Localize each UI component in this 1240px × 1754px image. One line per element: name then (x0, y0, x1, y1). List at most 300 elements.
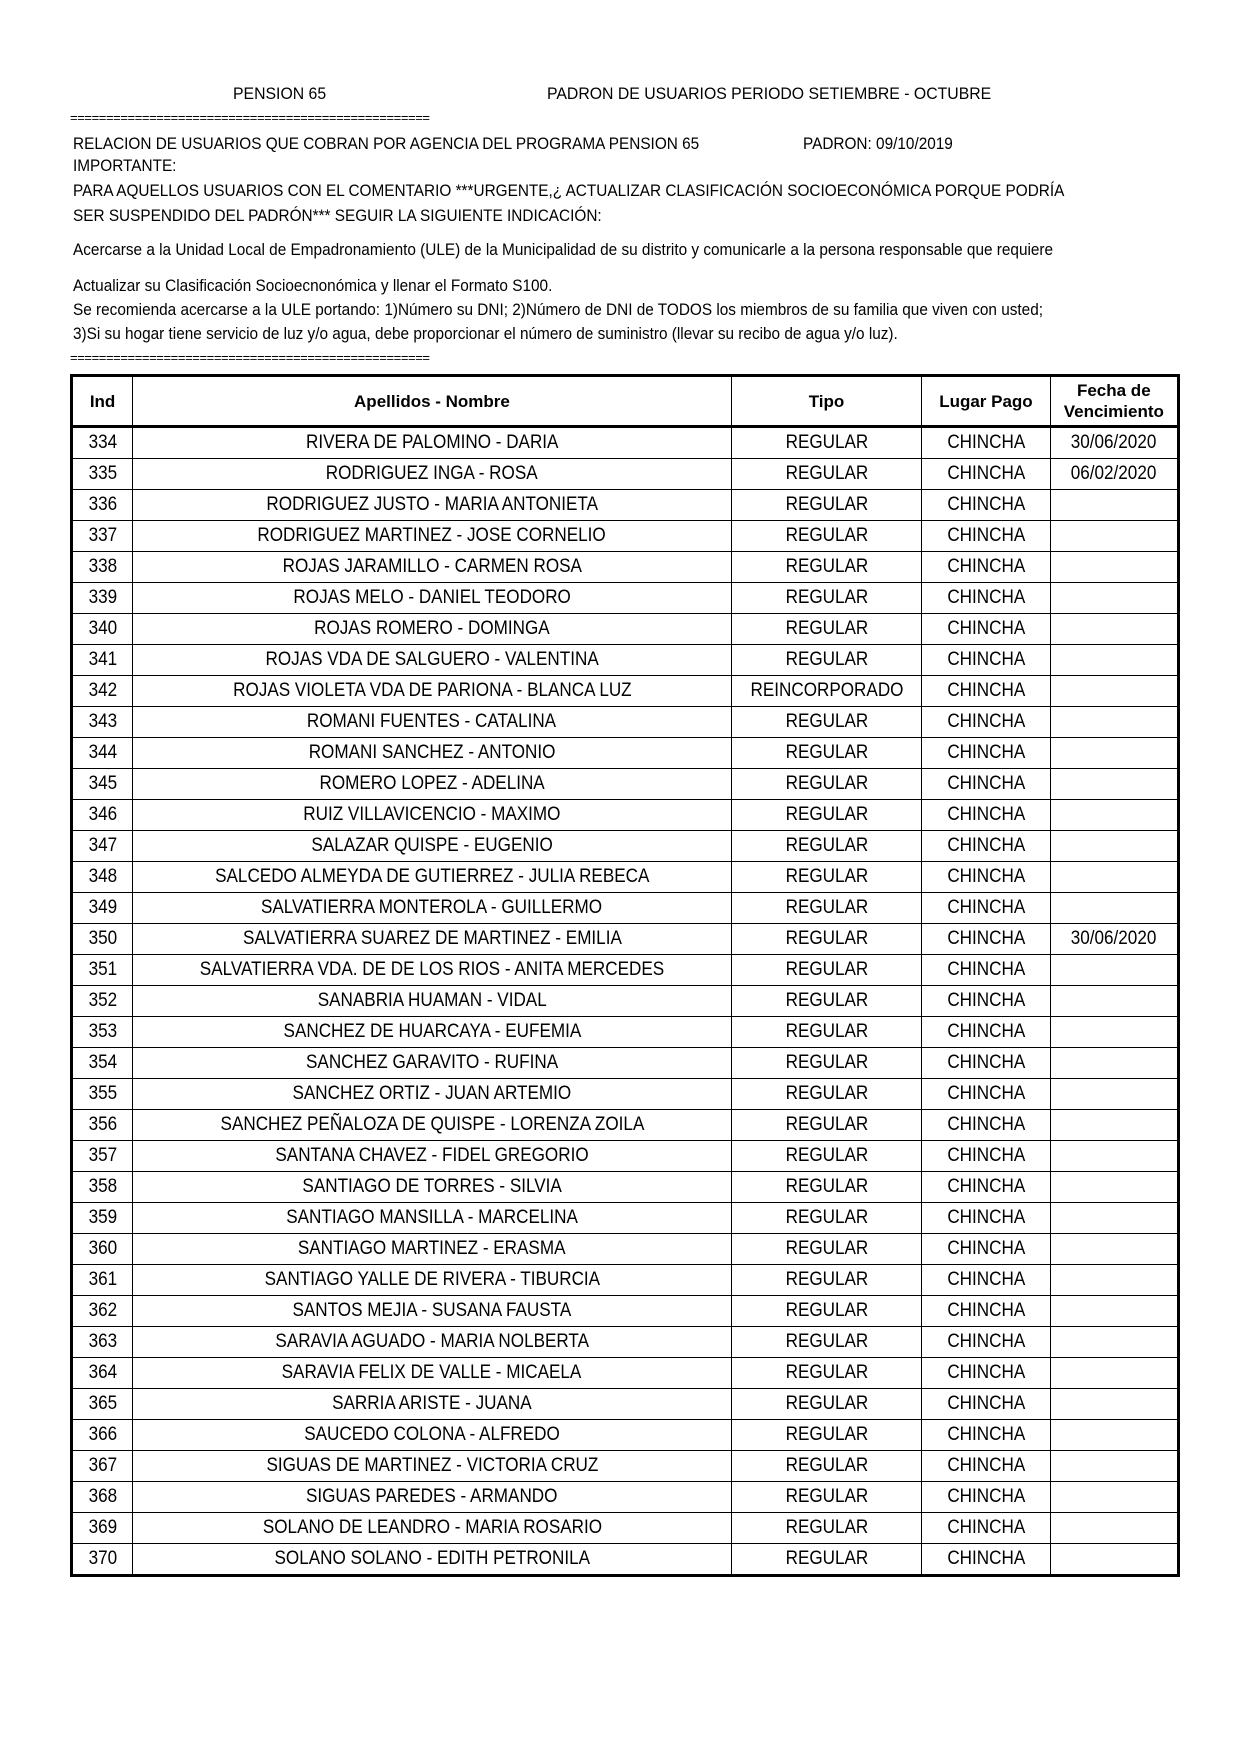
cell-tipo-text: REGULAR (785, 1083, 868, 1104)
cell-tipo (731, 1358, 922, 1389)
aviso-line-1: PARA AQUELLOS USUARIOS CON EL COMENTARIO ***URGENTE,¿ ACTUALIZAR CLASIFICACIÓN SOCIOECONÓMICA PORQUE PODRÍA (73, 182, 1065, 200)
cell-lugar (922, 1234, 1050, 1265)
cell-tipo (731, 552, 922, 583)
cell-nombre (133, 1358, 732, 1389)
cell-ind (72, 1327, 133, 1358)
cell-tipo-text: REGULAR (785, 1331, 868, 1352)
cell-ind (72, 459, 133, 490)
cell-nombre (133, 427, 732, 459)
cell-tipo-text: REINCORPORADO (750, 680, 904, 701)
table-row (72, 1172, 1179, 1203)
cell-lugar (922, 490, 1050, 521)
cell-tipo (731, 1079, 922, 1110)
table-row (72, 1234, 1179, 1265)
cell-ind (72, 552, 133, 583)
cell-lugar (922, 707, 1050, 738)
cell-ind-text: 335 (88, 463, 117, 484)
cell-ind-text: 363 (88, 1331, 117, 1352)
cell-tipo-text: REGULAR (785, 1486, 868, 1507)
cell-tipo-text: REGULAR (785, 1517, 868, 1538)
cell-tipo (731, 955, 922, 986)
cell-tipo (731, 645, 922, 676)
table-row (72, 831, 1179, 862)
table-row (72, 427, 1179, 459)
cell-nombre (133, 1389, 732, 1420)
cell-tipo-text: REGULAR (785, 1362, 868, 1383)
cell-lugar (922, 459, 1050, 490)
instruction-line-1: Acercarse a la Unidad Local de Empadronamiento (ULE) de la Municipalidad de su distrito y comunicarle a la persona responsable que requiere (73, 241, 1054, 259)
cell-lugar-text: CHINCHA (947, 804, 1025, 825)
aviso-line-2: SER SUSPENDIDO DEL PADRÓN*** SEGUIR LA SIGUIENTE INDICACIÓN: (73, 207, 602, 225)
cell-nombre-text: SARRIA ARISTE - JUANA (332, 1393, 532, 1414)
cell-nombre (133, 1203, 732, 1234)
cell-nombre-text: SANABRIA HUAMAN - VIDAL (317, 990, 547, 1011)
cell-fecha (1050, 1110, 1178, 1141)
cell-nombre (133, 1482, 732, 1513)
cell-tipo-text: REGULAR (785, 1424, 868, 1445)
cell-tipo (731, 800, 922, 831)
relacion-line: RELACION DE USUARIOS QUE COBRAN POR AGENCIA DEL PROGRAMA PENSION 65 (73, 135, 700, 153)
cell-lugar (922, 924, 1050, 955)
cell-tipo (731, 676, 922, 707)
cell-nombre-text: ROJAS VIOLETA VDA DE PARIONA - BLANCA LUZ (232, 680, 632, 701)
cell-lugar-text: CHINCHA (947, 1393, 1025, 1414)
cell-tipo (731, 862, 922, 893)
cell-tipo (731, 490, 922, 521)
cell-nombre-text: SANTANA CHAVEZ - FIDEL GREGORIO (275, 1145, 589, 1166)
cell-nombre (133, 490, 732, 521)
cell-lugar (922, 427, 1050, 459)
cell-lugar (922, 1389, 1050, 1420)
cell-nombre-text: SANTIAGO DE TORRES - SILVIA (302, 1176, 562, 1197)
cell-lugar-text: CHINCHA (947, 1362, 1025, 1383)
table-row (72, 862, 1179, 893)
table-row (72, 1327, 1179, 1358)
cell-lugar-text: CHINCHA (947, 463, 1025, 484)
table-body (72, 427, 1179, 1576)
cell-nombre-text: ROJAS VDA DE SALGUERO - VALENTINA (265, 649, 599, 670)
cell-ind-text: 337 (88, 525, 117, 546)
cell-fecha (1050, 1234, 1178, 1265)
cell-ind-text: 356 (88, 1114, 117, 1135)
cell-ind (72, 955, 133, 986)
cell-nombre (133, 1110, 732, 1141)
cell-nombre-text: SALVATIERRA SUAREZ DE MARTINEZ - EMILIA (242, 928, 622, 949)
table-row (72, 1141, 1179, 1172)
cell-fecha (1050, 893, 1178, 924)
cell-lugar (922, 800, 1050, 831)
cell-lugar-text: CHINCHA (947, 1486, 1025, 1507)
cell-ind-text: 361 (88, 1269, 117, 1290)
cell-ind-text: 343 (88, 711, 117, 732)
cell-fecha (1050, 1513, 1178, 1544)
cell-tipo (731, 1482, 922, 1513)
table-row (72, 738, 1179, 769)
cell-ind-text: 353 (88, 1021, 117, 1042)
table-row (72, 1482, 1179, 1513)
cell-nombre (133, 831, 732, 862)
cell-lugar-text: CHINCHA (947, 680, 1025, 701)
cell-nombre (133, 800, 732, 831)
cell-ind-text: 336 (88, 494, 117, 515)
cell-tipo-text: REGULAR (785, 494, 868, 515)
cell-fecha-text: 30/06/2020 (1071, 432, 1157, 453)
cell-ind-text: 358 (88, 1176, 117, 1197)
cell-tipo (731, 614, 922, 645)
cell-fecha (1050, 1544, 1178, 1576)
cell-ind (72, 1141, 133, 1172)
cell-lugar (922, 1141, 1050, 1172)
cell-nombre (133, 893, 732, 924)
cell-fecha (1050, 769, 1178, 800)
cell-nombre-text: SANTIAGO MANSILLA - MARCELINA (286, 1207, 578, 1228)
cell-tipo (731, 427, 922, 459)
cell-nombre-text: ROMANI SANCHEZ - ANTONIO (308, 742, 556, 763)
cell-ind-text: 354 (88, 1052, 117, 1073)
table-row (72, 1048, 1179, 1079)
table-row (72, 552, 1179, 583)
cell-fecha (1050, 707, 1178, 738)
cell-ind (72, 707, 133, 738)
cell-tipo-text: REGULAR (785, 463, 868, 484)
padron-table (70, 374, 1180, 1577)
cell-tipo-text: REGULAR (785, 897, 868, 918)
cell-nombre (133, 924, 732, 955)
cell-lugar-text: CHINCHA (947, 1021, 1025, 1042)
cell-ind-text: 348 (88, 866, 117, 887)
cell-ind-text: 366 (88, 1424, 117, 1445)
table-row (72, 645, 1179, 676)
cell-nombre-text: SANTIAGO YALLE DE RIVERA - TIBURCIA (264, 1269, 600, 1290)
table-row (72, 1203, 1179, 1234)
cell-lugar (922, 583, 1050, 614)
cell-nombre (133, 707, 732, 738)
cell-ind-text: 364 (88, 1362, 117, 1383)
cell-tipo-text: REGULAR (785, 1207, 868, 1228)
cell-fecha (1050, 924, 1178, 955)
cell-lugar (922, 1079, 1050, 1110)
cell-tipo (731, 1172, 922, 1203)
cell-ind (72, 738, 133, 769)
cell-ind (72, 1544, 133, 1576)
cell-lugar-text: CHINCHA (947, 773, 1025, 794)
cell-nombre-text: ROMERO LOPEZ - ADELINA (319, 773, 545, 794)
cell-nombre-text: RODRIGUEZ INGA - ROSA (326, 463, 538, 484)
cell-lugar (922, 1513, 1050, 1544)
cell-fecha (1050, 614, 1178, 645)
cell-nombre-text: ROJAS ROMERO - DOMINGA (314, 618, 550, 639)
cell-tipo-text: REGULAR (785, 773, 868, 794)
cell-fecha (1050, 1327, 1178, 1358)
cell-tipo (731, 1544, 922, 1576)
cell-ind-text: 350 (88, 928, 117, 949)
cell-tipo (731, 1420, 922, 1451)
cell-ind-text: 370 (88, 1548, 117, 1569)
cell-ind-text: 338 (88, 556, 117, 577)
cell-ind-text: 352 (88, 990, 117, 1011)
cell-lugar-text: CHINCHA (947, 1331, 1025, 1352)
cell-lugar (922, 1265, 1050, 1296)
cell-nombre (133, 738, 732, 769)
cell-fecha (1050, 459, 1178, 490)
cell-ind-text: 346 (88, 804, 117, 825)
cell-fecha (1050, 552, 1178, 583)
cell-ind-text: 357 (88, 1145, 117, 1166)
cell-nombre (133, 1420, 732, 1451)
cell-lugar (922, 769, 1050, 800)
cell-nombre-text: SARAVIA AGUADO - MARIA NOLBERTA (275, 1331, 589, 1352)
cell-ind-text: 339 (88, 587, 117, 608)
cell-ind-text: 344 (88, 742, 117, 763)
cell-tipo (731, 583, 922, 614)
separator-top: ================================================== (70, 111, 430, 125)
cell-ind-text: 365 (88, 1393, 117, 1414)
column-header-lugar: Lugar Pago (922, 376, 1050, 427)
cell-fecha (1050, 676, 1178, 707)
cell-ind-text: 362 (88, 1300, 117, 1321)
separator-bottom: ================================================== (70, 351, 430, 365)
table-header-row (72, 376, 1179, 427)
cell-tipo-text: REGULAR (785, 928, 868, 949)
cell-nombre (133, 521, 732, 552)
cell-lugar (922, 986, 1050, 1017)
cell-nombre-text: ROJAS JARAMILLO - CARMEN ROSA (282, 556, 582, 577)
cell-ind (72, 676, 133, 707)
cell-tipo-text: REGULAR (785, 1238, 868, 1259)
cell-ind (72, 583, 133, 614)
cell-lugar-text: CHINCHA (947, 1176, 1025, 1197)
table-row (72, 1017, 1179, 1048)
cell-tipo-text: REGULAR (785, 1548, 868, 1569)
cell-nombre (133, 955, 732, 986)
cell-fecha-text: 06/02/2020 (1071, 463, 1157, 484)
table-row (72, 1296, 1179, 1327)
table-row (72, 521, 1179, 552)
cell-ind (72, 1513, 133, 1544)
cell-ind (72, 1234, 133, 1265)
cell-lugar-text: CHINCHA (947, 1114, 1025, 1135)
cell-nombre-text: SOLANO DE LEANDRO - MARIA ROSARIO (262, 1517, 602, 1538)
cell-ind (72, 831, 133, 862)
cell-lugar-text: CHINCHA (947, 866, 1025, 887)
cell-tipo (731, 1203, 922, 1234)
cell-fecha (1050, 521, 1178, 552)
cell-ind (72, 862, 133, 893)
column-header-tipo: Tipo (731, 376, 922, 427)
cell-nombre-text: RODRIGUEZ MARTINEZ - JOSE CORNELIO (257, 525, 607, 546)
cell-lugar (922, 738, 1050, 769)
cell-lugar-text: CHINCHA (947, 1424, 1025, 1445)
cell-nombre-text: RIVERA DE PALOMINO - DARIA (305, 432, 559, 453)
cell-nombre (133, 459, 732, 490)
cell-lugar (922, 1327, 1050, 1358)
cell-lugar-text: CHINCHA (947, 959, 1025, 980)
cell-lugar (922, 676, 1050, 707)
cell-tipo (731, 1513, 922, 1544)
cell-lugar-text: CHINCHA (947, 897, 1025, 918)
cell-tipo (731, 893, 922, 924)
cell-ind-text: 349 (88, 897, 117, 918)
cell-ind (72, 645, 133, 676)
cell-ind-text: 334 (88, 432, 117, 453)
cell-tipo-text: REGULAR (785, 1145, 868, 1166)
cell-ind-text: 351 (88, 959, 117, 980)
cell-tipo (731, 1327, 922, 1358)
cell-ind-text: 360 (88, 1238, 117, 1259)
cell-lugar-text: CHINCHA (947, 1548, 1025, 1569)
cell-lugar (922, 862, 1050, 893)
cell-lugar (922, 1017, 1050, 1048)
cell-nombre-text: RODRIGUEZ JUSTO - MARIA ANTONIETA (266, 494, 598, 515)
cell-nombre (133, 614, 732, 645)
cell-lugar (922, 614, 1050, 645)
cell-tipo-text: REGULAR (785, 587, 868, 608)
cell-tipo (731, 459, 922, 490)
cell-lugar (922, 1544, 1050, 1576)
table-row (72, 955, 1179, 986)
column-header-nombre: Apellidos - Nombre (133, 376, 732, 427)
cell-fecha (1050, 583, 1178, 614)
cell-lugar (922, 1420, 1050, 1451)
cell-fecha (1050, 862, 1178, 893)
cell-ind (72, 1079, 133, 1110)
cell-fecha (1050, 1482, 1178, 1513)
cell-ind (72, 924, 133, 955)
table-row (72, 1451, 1179, 1482)
cell-ind (72, 521, 133, 552)
cell-nombre (133, 645, 732, 676)
cell-ind-text: 355 (88, 1083, 117, 1104)
cell-tipo-text: REGULAR (785, 1455, 868, 1476)
instruction-line-4: 3)Si su hogar tiene servicio de luz y/o agua, debe proporcionar el número de suministro (llevar su recibo de agua y/o luz). (73, 325, 898, 343)
cell-tipo-text: REGULAR (785, 432, 868, 453)
cell-ind-text: 342 (88, 680, 117, 701)
table-row (72, 583, 1179, 614)
cell-tipo (731, 1048, 922, 1079)
cell-ind (72, 1296, 133, 1327)
importante-label: IMPORTANTE: (73, 157, 177, 175)
cell-ind (72, 893, 133, 924)
cell-fecha (1050, 1141, 1178, 1172)
cell-tipo-text: REGULAR (785, 835, 868, 856)
cell-tipo (731, 1141, 922, 1172)
cell-ind (72, 986, 133, 1017)
cell-tipo (731, 769, 922, 800)
cell-tipo-text: REGULAR (785, 618, 868, 639)
cell-tipo (731, 1265, 922, 1296)
cell-nombre-text: ROJAS MELO - DANIEL TEODORO (293, 587, 571, 608)
cell-fecha (1050, 1172, 1178, 1203)
instruction-line-2: Actualizar su Clasificación Socioecnonómica y llenar el Formato S100. (73, 277, 553, 295)
cell-lugar-text: CHINCHA (947, 1269, 1025, 1290)
cell-nombre (133, 583, 732, 614)
cell-nombre (133, 1265, 732, 1296)
cell-tipo (731, 521, 922, 552)
cell-nombre-text: SANCHEZ DE HUARCAYA - EUFEMIA (283, 1021, 581, 1042)
table-row (72, 924, 1179, 955)
cell-tipo-text: REGULAR (785, 1176, 868, 1197)
cell-ind (72, 1110, 133, 1141)
cell-fecha (1050, 490, 1178, 521)
cell-fecha (1050, 800, 1178, 831)
cell-ind-text: 345 (88, 773, 117, 794)
cell-lugar-text: CHINCHA (947, 525, 1025, 546)
table-row (72, 800, 1179, 831)
cell-lugar-text: CHINCHA (947, 649, 1025, 670)
cell-tipo-text: REGULAR (785, 556, 868, 577)
cell-lugar (922, 1172, 1050, 1203)
cell-fecha (1050, 1296, 1178, 1327)
cell-fecha (1050, 1048, 1178, 1079)
cell-lugar (922, 1203, 1050, 1234)
cell-tipo (731, 1451, 922, 1482)
cell-nombre (133, 986, 732, 1017)
table-row (72, 490, 1179, 521)
cell-fecha (1050, 738, 1178, 769)
cell-nombre (133, 1513, 732, 1544)
cell-fecha-text: 30/06/2020 (1071, 928, 1157, 949)
cell-lugar-text: CHINCHA (947, 711, 1025, 732)
cell-nombre (133, 769, 732, 800)
cell-fecha (1050, 1079, 1178, 1110)
cell-ind-text: 341 (88, 649, 117, 670)
cell-tipo-text: REGULAR (785, 1021, 868, 1042)
cell-tipo-text: REGULAR (785, 711, 868, 732)
cell-tipo-text: REGULAR (785, 990, 868, 1011)
table-row (72, 1110, 1179, 1141)
table-row (72, 614, 1179, 645)
table-row (72, 1513, 1179, 1544)
cell-ind (72, 490, 133, 521)
cell-fecha (1050, 1389, 1178, 1420)
cell-tipo-text: REGULAR (785, 1300, 868, 1321)
cell-ind (72, 1358, 133, 1389)
cell-lugar (922, 521, 1050, 552)
table-row (72, 1389, 1179, 1420)
cell-tipo-text: REGULAR (785, 1269, 868, 1290)
cell-nombre (133, 1451, 732, 1482)
cell-tipo-text: REGULAR (785, 804, 868, 825)
document-title: PADRON DE USUARIOS PERIODO SETIEMBRE - OCTUBRE (547, 84, 992, 103)
cell-lugar-text: CHINCHA (947, 618, 1025, 639)
cell-fecha (1050, 831, 1178, 862)
cell-nombre-text: SALCEDO ALMEYDA DE GUTIERREZ - JULIA REBECA (214, 866, 650, 887)
cell-ind (72, 1203, 133, 1234)
table-row (72, 707, 1179, 738)
cell-nombre (133, 1079, 732, 1110)
instruction-line-3: Se recomienda acercarse a la ULE portando: 1)Número su DNI; 2)Número de DNI de TODOS los miembros de su familia que viven con usted; (73, 301, 1044, 319)
cell-fecha (1050, 427, 1178, 459)
cell-nombre-text: SALVATIERRA MONTEROLA - GUILLERMO (261, 897, 603, 918)
cell-lugar-text: CHINCHA (947, 1083, 1025, 1104)
cell-tipo (731, 1389, 922, 1420)
cell-tipo (731, 707, 922, 738)
cell-tipo-text: REGULAR (785, 525, 868, 546)
cell-tipo-text: REGULAR (785, 1114, 868, 1135)
cell-lugar (922, 893, 1050, 924)
cell-ind (72, 1048, 133, 1079)
cell-tipo (731, 1017, 922, 1048)
cell-lugar-text: CHINCHA (947, 432, 1025, 453)
table-row (72, 676, 1179, 707)
cell-lugar (922, 955, 1050, 986)
cell-fecha (1050, 1358, 1178, 1389)
column-header-ind: Ind (72, 376, 133, 427)
cell-fecha (1050, 645, 1178, 676)
cell-ind (72, 1265, 133, 1296)
table-row (72, 1358, 1179, 1389)
cell-nombre-text: SALVATIERRA VDA. DE DE LOS RIOS - ANITA MERCEDES (199, 959, 665, 980)
